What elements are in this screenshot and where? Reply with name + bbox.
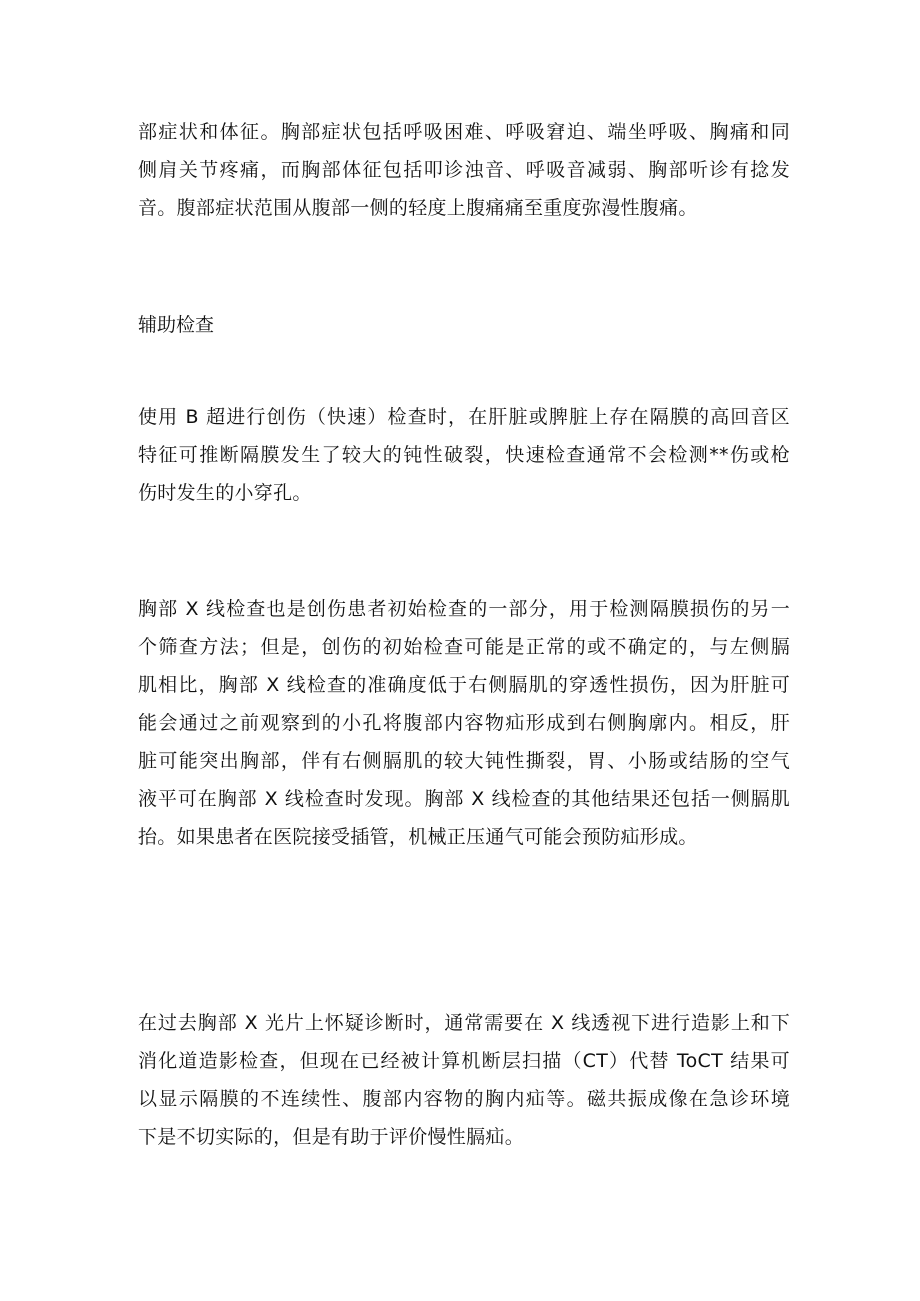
text-line: 个筛查方法；但是，创伤的初始检查可能是正常的或不确定的，与左侧膈	[138, 636, 790, 658]
text-line: 胸部 X 线检查也是创伤患者初始检查的一部分，用于检测隔膜损伤的另一	[138, 598, 790, 620]
text-line: 特征可推断隔膜发生了较大的钝性破裂，快速检查通常不会检测**伤或枪	[138, 444, 790, 466]
chest-xray-paragraph	[138, 590, 790, 856]
section-heading: 辅助检查	[138, 314, 215, 336]
text-line: 使用 B 超进行创伤（快速）检查时，在肝脏或脾脏上存在隔膜的高回音区	[138, 406, 790, 428]
text-line: 脏可能突出胸部，伴有右侧膈肌的较大钝性撕裂，胃、小肠或结肠的空气	[138, 750, 790, 772]
text-line: 伤时发生的小穿孔。	[138, 482, 312, 504]
ultrasound-paragraph	[138, 398, 790, 512]
text-line: 侧肩关节疼痛，而胸部体征包括叩诊浊音、呼吸音减弱、胸部听诊有捻发	[138, 159, 790, 181]
text-line: 以显示隔膜的不连续性、腹部内容物的胸内疝等。磁共振成像在急诊环境	[138, 1088, 790, 1110]
text-line: 抬。如果患者在医院接受插管，机械正压通气可能会预防疝形成。	[138, 826, 698, 848]
text-line: 下是不切实际的，但是有助于评价慢性膈疝。	[138, 1126, 525, 1148]
text-line: 部症状和体征。胸部症状包括呼吸困难、呼吸窘迫、端坐呼吸、胸痛和同	[138, 121, 790, 143]
text-line: 在过去胸部 X 光片上怀疑诊断时，通常需要在 X 线透视下进行造影上和下	[138, 1012, 790, 1034]
text-line: 消化道造影检查，但现在已经被计算机断层扫描（CT）代替 ToCT 结果可	[138, 1050, 790, 1072]
text-line: 能会通过之前观察到的小孔将腹部内容物疝形成到右侧胸廓内。相反，肝	[138, 712, 790, 734]
symptoms-paragraph	[138, 113, 790, 227]
text-line: 肌相比，胸部 X 线检查的准确度低于右侧膈肌的穿透性损伤，因为肝脏可	[138, 674, 790, 696]
ct-paragraph	[138, 1004, 790, 1156]
text-line: 音。腹部症状范围从腹部一侧的轻度上腹痛痛至重度弥漫性腹痛。	[138, 197, 698, 219]
text-line: 液平可在胸部 X 线检查时发现。胸部 X 线检查的其他结果还包括一侧膈肌	[138, 788, 790, 810]
